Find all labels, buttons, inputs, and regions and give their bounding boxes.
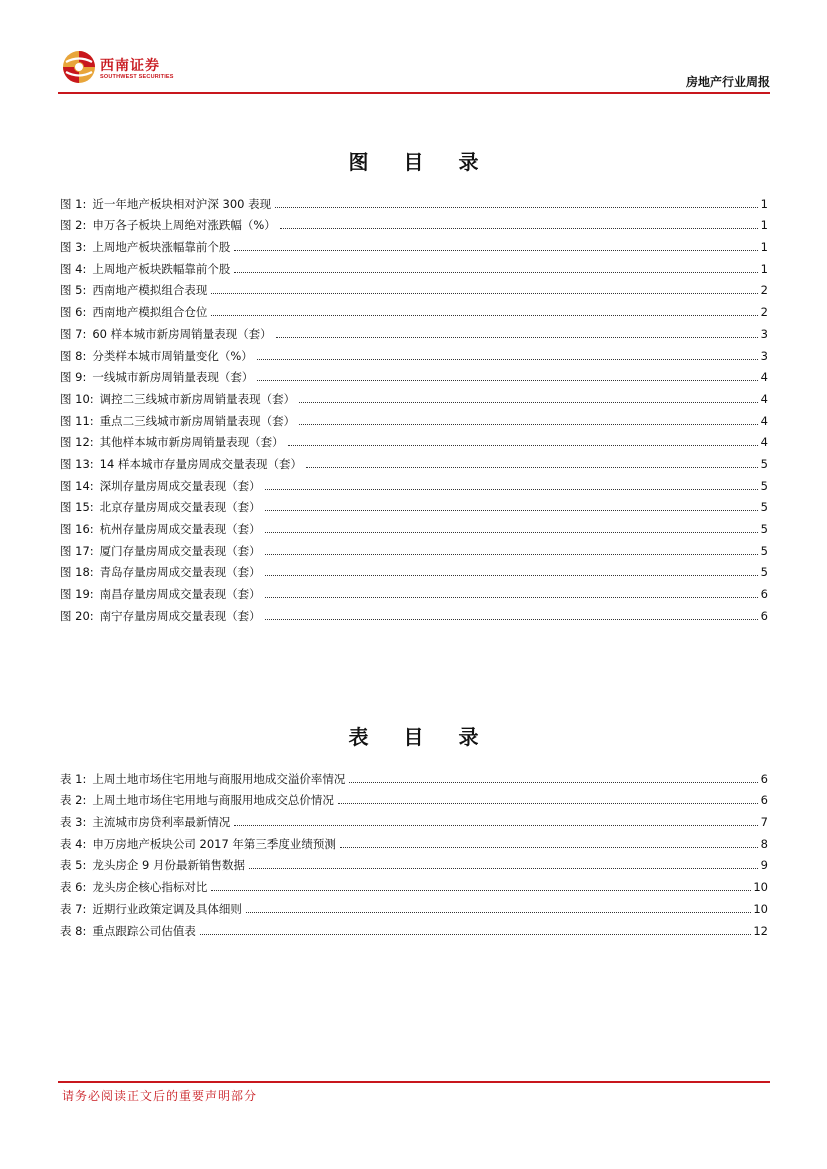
figure-toc-title: 西南地产模拟组合表现 [92, 283, 208, 298]
dot-leader [299, 423, 758, 425]
figure-toc-number: 图 10: [60, 391, 94, 406]
table-toc-title: 近期行业政策定调及具体细则 [92, 901, 242, 916]
table-toc-number: 表 7: [60, 901, 87, 916]
figure-toc-number: 图 20: [60, 608, 94, 623]
figure-toc-label [60, 348, 253, 364]
figure-toc-entry[interactable] [60, 190, 768, 212]
figure-toc-entry[interactable] [60, 385, 768, 407]
figure-toc-entry[interactable] [60, 494, 768, 516]
figure-toc-title: 深圳存量房周成交量表现（套） [99, 478, 261, 493]
table-toc-entry[interactable] [60, 873, 768, 895]
figure-toc-number: 图 2: [60, 218, 87, 233]
figure-toc-label [60, 391, 295, 407]
figure-toc-title: 一线城市新房周销量表现（套） [92, 370, 254, 385]
report-type-label: 房地产行业周报 [685, 75, 770, 89]
brand-name-en: SOUTHWEST SECURITIES [100, 74, 174, 80]
figure-toc-number: 图 19: [60, 587, 94, 602]
table-toc-page-number: 6 [760, 771, 768, 786]
page-header [58, 48, 770, 92]
figure-toc-entry[interactable] [60, 320, 768, 342]
table-toc-number: 表 1: [60, 771, 87, 786]
figure-toc-entry[interactable] [60, 580, 768, 602]
dot-leader [288, 444, 758, 446]
figure-toc-entry[interactable] [60, 342, 768, 364]
figure-toc-page-number: 4 [760, 435, 768, 450]
table-toc-title: 重点跟踪公司估值表 [92, 923, 196, 938]
figures-toc-title: 图 目 录 [348, 150, 493, 174]
figure-toc-title: 近一年地产板块相对沪深 300 表现 [92, 196, 272, 211]
figure-toc-label [60, 326, 272, 342]
figure-toc-label [60, 499, 261, 515]
figures-toc-list [60, 190, 768, 624]
dot-leader [280, 227, 758, 229]
figure-toc-title: 调控二三线城市新房周销量表现（套） [99, 391, 296, 406]
figure-toc-page-number: 1 [760, 218, 768, 233]
figure-toc-number: 图 4: [60, 261, 87, 276]
figure-toc-page-number: 1 [760, 261, 768, 276]
dot-leader [265, 488, 758, 490]
figure-toc-title: 西南地产模拟组合仓位 [92, 305, 208, 320]
table-toc-title: 龙头房企 9 月份最新销售数据 [92, 858, 245, 873]
figure-toc-number: 图 6: [60, 305, 87, 320]
figure-toc-label [60, 413, 295, 429]
figure-toc-title: 南昌存量房周成交量表现（套） [99, 587, 261, 602]
figure-toc-label [60, 478, 261, 494]
figure-toc-label [60, 261, 230, 277]
figure-toc-page-number: 5 [760, 478, 768, 493]
table-toc-label [60, 836, 336, 852]
table-toc-title: 申万房地产板块公司 2017 年第三季度业绩预测 [92, 836, 336, 851]
table-toc-title: 上周土地市场住宅用地与商服用地成交溢价率情况 [92, 771, 346, 786]
table-toc-label [60, 857, 245, 873]
figure-toc-entry[interactable] [60, 277, 768, 299]
figure-toc-page-number: 4 [760, 370, 768, 385]
dot-leader [265, 574, 758, 576]
dot-leader [276, 336, 758, 338]
dot-leader [265, 596, 758, 598]
figure-toc-entry[interactable] [60, 559, 768, 581]
dot-leader [265, 618, 758, 620]
figure-toc-page-number: 1 [760, 240, 768, 255]
figure-toc-number: 图 12: [60, 435, 94, 450]
figure-toc-number: 图 5: [60, 283, 87, 298]
figure-toc-label [60, 304, 207, 320]
dot-leader [265, 531, 758, 533]
figure-toc-page-number: 5 [760, 565, 768, 580]
figure-toc-label [60, 564, 261, 580]
figure-toc-number: 图 13: [60, 456, 94, 471]
figure-toc-entry[interactable] [60, 233, 768, 255]
brand-name-cn: 西南证券 [100, 58, 160, 74]
dot-leader [299, 401, 758, 403]
figure-toc-label [60, 239, 230, 255]
figure-toc-page-number: 5 [760, 456, 768, 471]
figure-toc-label [60, 521, 261, 537]
dot-leader [275, 206, 758, 208]
figure-toc-page-number: 5 [760, 543, 768, 558]
figure-toc-label [60, 369, 253, 385]
figure-toc-number: 图 1: [60, 196, 87, 211]
figure-toc-entry[interactable] [60, 255, 768, 277]
figure-toc-entry[interactable] [60, 515, 768, 537]
dot-leader [234, 249, 758, 251]
dot-leader [257, 358, 758, 360]
figure-toc-entry[interactable] [60, 212, 768, 234]
table-toc-label [60, 923, 196, 939]
footer-divider [58, 1081, 770, 1083]
table-toc-entry[interactable] [60, 852, 768, 874]
dot-leader [200, 933, 752, 935]
figure-toc-page-number: 6 [760, 608, 768, 623]
figure-toc-page-number: 6 [760, 587, 768, 602]
figure-toc-number: 图 16: [60, 522, 94, 536]
dot-leader [246, 911, 752, 913]
figure-toc-number: 图 17: [60, 543, 94, 558]
figure-toc-title: 上周地产板块涨幅靠前个股 [92, 240, 231, 255]
figure-toc-entry[interactable] [60, 429, 768, 451]
figure-toc-number: 图 15: [60, 500, 94, 515]
figure-toc-title: 14 样本城市存量房周成交量表现（套） [99, 456, 302, 471]
dot-leader [257, 379, 758, 381]
footer-disclaimer: 请务必阅读正文后的重要声明部分 [62, 1089, 258, 1103]
table-toc-page-number: 10 [753, 901, 768, 916]
figure-toc-label [60, 196, 271, 212]
table-toc-entry[interactable] [60, 787, 768, 809]
figure-toc-title: 北京存量房周成交量表现（套） [99, 500, 261, 515]
table-toc-entry[interactable] [60, 895, 768, 917]
figure-toc-entry[interactable] [60, 602, 768, 624]
figure-toc-title: 厦门存量房周成交量表现（套） [99, 543, 261, 558]
figure-toc-number: 图 7: [60, 326, 87, 341]
figure-toc-label [60, 282, 207, 298]
figure-toc-label [60, 543, 261, 559]
table-toc-entry[interactable] [60, 917, 768, 939]
figure-toc-page-number: 3 [760, 348, 768, 363]
table-toc-label [60, 792, 334, 808]
table-toc-title: 上周土地市场住宅用地与商服用地成交总价情况 [92, 793, 334, 808]
dot-leader [265, 553, 758, 555]
table-toc-label [60, 879, 207, 895]
figure-toc-label [60, 608, 261, 624]
figure-toc-number: 图 3: [60, 240, 87, 255]
dot-leader [340, 846, 758, 848]
dot-leader [265, 509, 758, 511]
figure-toc-number: 图 14: [60, 478, 94, 493]
dot-leader [249, 867, 758, 869]
figure-toc-page-number: 1 [760, 196, 768, 211]
table-toc-entry[interactable] [60, 830, 768, 852]
figure-toc-page-number: 2 [760, 305, 768, 320]
table-toc-page-number: 10 [753, 880, 768, 895]
table-toc-page-number: 12 [753, 923, 768, 938]
table-toc-number: 表 4: [60, 836, 87, 851]
figure-toc-entry[interactable] [60, 298, 768, 320]
tables-toc-list [60, 765, 768, 939]
table-toc-title: 龙头房企核心指标对比 [92, 880, 208, 895]
header-divider [58, 92, 770, 94]
figure-toc-entry[interactable] [60, 407, 768, 429]
figure-toc-title: 60 样本城市新房周销量表现（套） [92, 326, 272, 341]
dot-leader [211, 314, 758, 316]
dot-leader [306, 466, 758, 468]
table-toc-page-number: 8 [760, 836, 768, 851]
table-toc-label [60, 901, 242, 917]
figure-toc-page-number: 2 [760, 283, 768, 298]
figure-toc-label [60, 217, 276, 233]
figure-toc-page-number: 5 [760, 522, 768, 536]
figure-toc-number: 图 8: [60, 348, 87, 363]
figure-toc-page-number: 5 [760, 500, 768, 515]
dot-leader [338, 802, 758, 804]
table-toc-number: 表 6: [60, 880, 87, 895]
figure-toc-page-number: 4 [760, 413, 768, 428]
figure-toc-title: 重点二三线城市新房周销量表现（套） [99, 413, 296, 428]
dot-leader [349, 781, 758, 783]
figure-toc-title: 申万各子板块上周绝对涨跌幅（%） [92, 218, 276, 233]
figure-toc-label [60, 456, 302, 472]
table-toc-number: 表 2: [60, 793, 87, 808]
dot-leader [211, 292, 758, 294]
table-toc-page-number: 7 [760, 815, 768, 830]
tables-toc-title: 表 目 录 [348, 725, 493, 749]
figure-toc-title: 南宁存量房周成交量表现（套） [99, 608, 261, 623]
figure-toc-label [60, 434, 284, 450]
figure-toc-page-number: 3 [760, 326, 768, 341]
dot-leader [234, 824, 758, 826]
table-toc-number: 表 3: [60, 815, 87, 830]
figure-toc-number: 图 18: [60, 565, 94, 580]
figure-toc-title: 杭州存量房周成交量表现（套） [99, 522, 261, 536]
dot-leader [211, 889, 751, 891]
figure-toc-entry[interactable] [60, 472, 768, 494]
figure-toc-title: 其他样本城市新房周销量表现（套） [99, 435, 284, 450]
table-toc-label [60, 814, 230, 830]
table-toc-number: 表 5: [60, 858, 87, 873]
figure-toc-entry[interactable] [60, 364, 768, 386]
figure-toc-entry[interactable] [60, 450, 768, 472]
figure-toc-title: 分类样本城市周销量变化（%） [92, 348, 253, 363]
dot-leader [234, 271, 758, 273]
southwest-securities-logo-icon [62, 50, 96, 84]
figure-toc-number: 图 9: [60, 370, 87, 385]
table-toc-page-number: 9 [760, 858, 768, 873]
table-toc-entry[interactable] [60, 765, 768, 787]
figure-toc-title: 上周地产板块跌幅靠前个股 [92, 261, 231, 276]
table-toc-number: 表 8: [60, 923, 87, 938]
table-toc-label [60, 771, 345, 787]
table-toc-page-number: 6 [760, 793, 768, 808]
figure-toc-label [60, 586, 261, 602]
figure-toc-number: 图 11: [60, 413, 94, 428]
figure-toc-title: 青岛存量房周成交量表现（套） [99, 565, 261, 580]
figure-toc-page-number: 4 [760, 391, 768, 406]
table-toc-title: 主流城市房贷利率最新情况 [92, 815, 231, 830]
table-toc-entry[interactable] [60, 808, 768, 830]
figure-toc-entry[interactable] [60, 537, 768, 559]
